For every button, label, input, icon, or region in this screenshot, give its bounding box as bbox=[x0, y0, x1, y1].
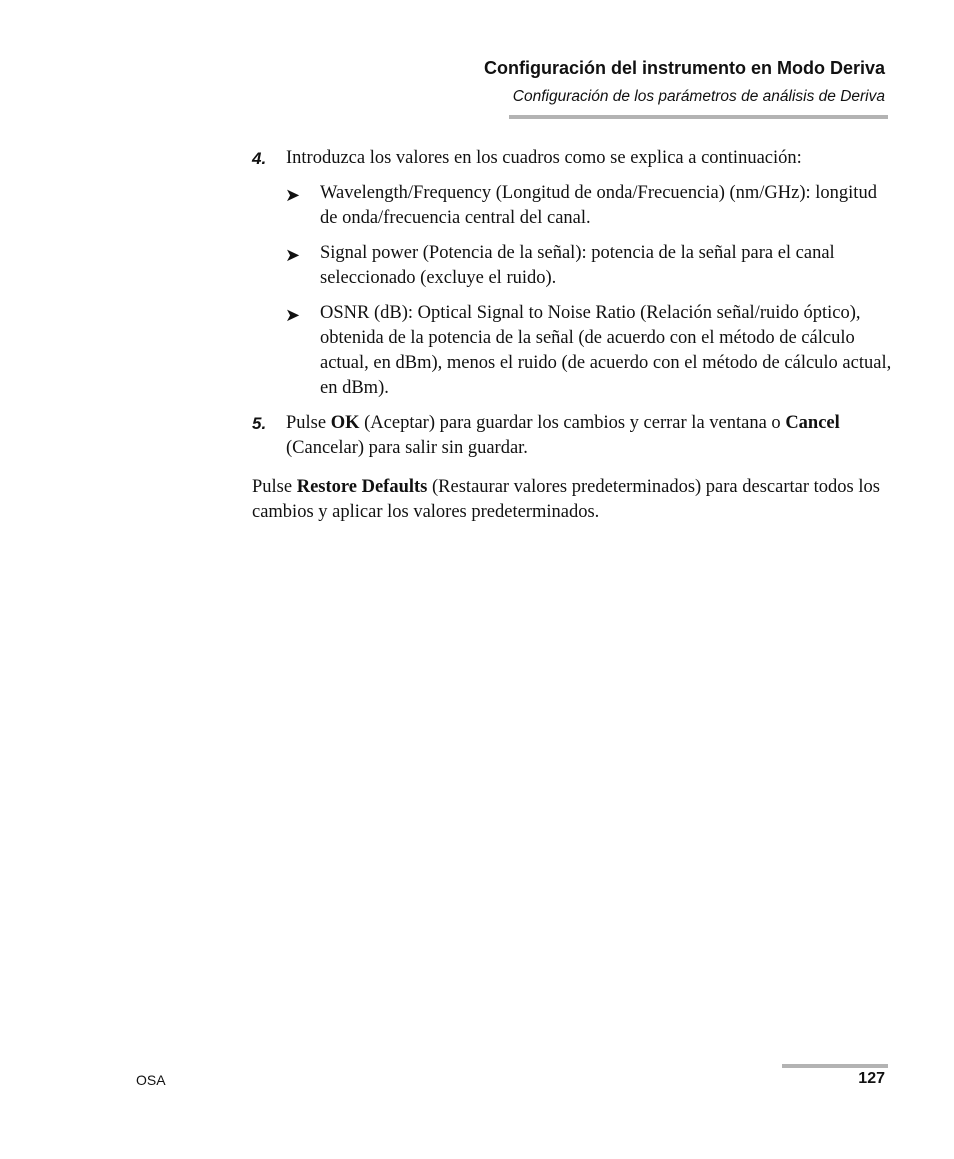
list-item-text: Wavelength/Frequency (Longitud de onda/Frecuencia) (nm/GHz): longitud de onda/frecuencia central del canal. bbox=[320, 183, 877, 228]
step-4 bbox=[252, 146, 892, 171]
page-header-title: Configuración del instrumento en Modo Deriva bbox=[483, 58, 885, 78]
closing-text-post: (Restaurar valores predeterminados) para descartar todos los cambios y aplicar los valores predeterminados. bbox=[252, 477, 880, 522]
header-divider bbox=[509, 115, 888, 119]
footer-product-name: OSA bbox=[136, 1072, 166, 1088]
step-text-post: (Cancelar) para salir sin guardar. bbox=[286, 438, 528, 458]
cancel-label: Cancel bbox=[785, 413, 840, 433]
ok-label: OK bbox=[330, 413, 360, 433]
arrow-bullet-icon: ➤ bbox=[285, 305, 301, 326]
step-5 bbox=[252, 411, 892, 461]
step-number: 5. bbox=[252, 414, 267, 433]
list-item-text: OSNR (dB): Optical Signal to Noise Ratio (Relación señal/ruido óptico), obtenida de la potencia de la señal (de acuerdo con el método de cálculo actual, en dBm), menos el ruido (de acuerdo con el método de cálculo actual, en dBm). bbox=[320, 303, 892, 398]
closing-paragraph bbox=[252, 475, 892, 525]
list-item-text: Signal power (Potencia de la señal): potencia de la señal para el canal seleccionado (excluye el ruido). bbox=[320, 243, 835, 288]
step-text-mid: (Aceptar) para guardar los cambios y cerrar la ventana o bbox=[359, 413, 786, 433]
arrow-bullet-icon: ➤ bbox=[285, 245, 301, 266]
step-text-pre: Pulse bbox=[286, 413, 331, 433]
main-content bbox=[252, 146, 892, 525]
restore-defaults-label: Restore Defaults bbox=[296, 477, 428, 497]
page-header-subtitle: Configuración de los parámetros de análisis de Deriva bbox=[512, 88, 885, 105]
closing-text-pre: Pulse bbox=[252, 477, 297, 497]
step-text: Introduzca los valores en los cuadros como se explica a continuación: bbox=[286, 148, 802, 168]
step-number: 4. bbox=[252, 149, 267, 168]
page-number: 127 bbox=[858, 1070, 885, 1087]
footer-divider bbox=[782, 1064, 888, 1068]
list-item-osnr bbox=[252, 301, 892, 401]
list-item-signal-power bbox=[252, 241, 892, 291]
arrow-bullet-icon: ➤ bbox=[285, 185, 301, 206]
list-item-wavelength bbox=[252, 181, 892, 231]
